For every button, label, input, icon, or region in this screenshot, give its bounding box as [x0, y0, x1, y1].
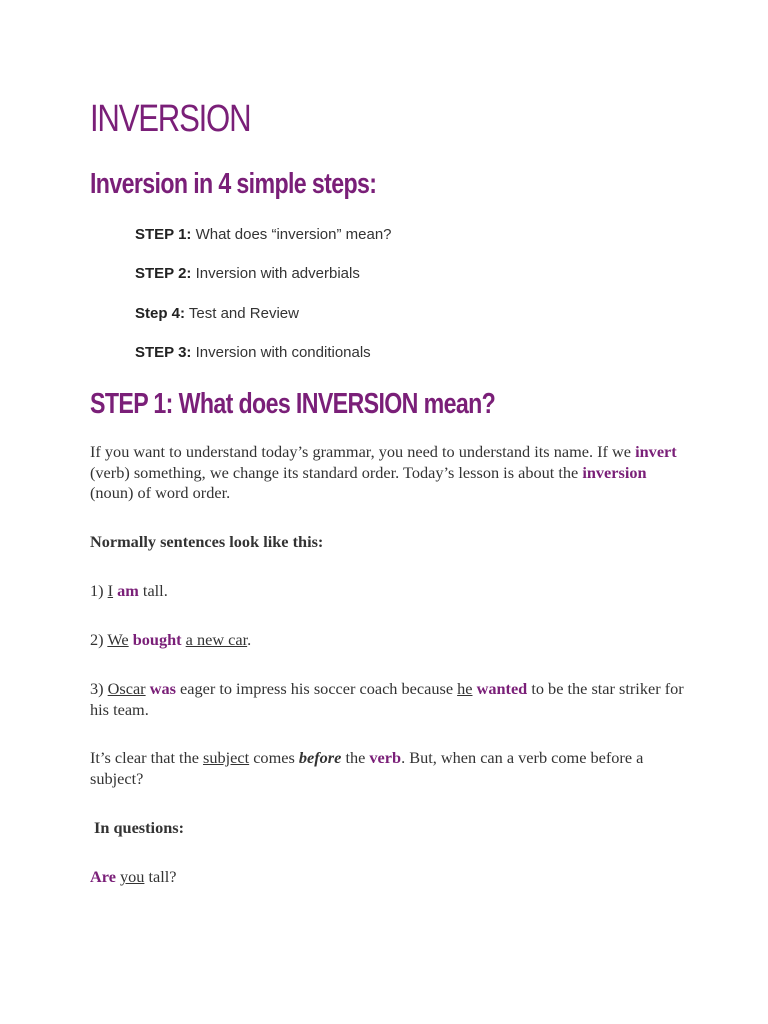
example-number: 2)	[90, 630, 108, 649]
subject-word: Oscar	[107, 679, 146, 698]
questions-heading: In questions:	[94, 818, 185, 837]
step-text: What does “inversion” mean?	[191, 226, 392, 243]
list-item	[135, 344, 392, 383]
text-run: comes	[249, 748, 299, 767]
text-run: tall?	[144, 867, 177, 886]
example-1	[90, 581, 690, 602]
text-run: to be the star striker for his team.	[90, 679, 684, 719]
highlight-invert: invert	[635, 442, 677, 461]
example-2	[90, 630, 690, 651]
subject-word: I	[107, 581, 114, 600]
example-3	[90, 679, 690, 720]
normally-label: Normally sentences look like this:	[90, 532, 324, 551]
text-run: tall.	[138, 581, 168, 600]
example-number: 3)	[90, 679, 108, 698]
clear-paragraph	[90, 748, 690, 789]
verb-word: Are	[90, 867, 116, 886]
emphasis-before: before	[298, 748, 342, 767]
subject-word: We	[107, 630, 129, 649]
step-label: Step 4:	[135, 304, 186, 322]
intro-paragraph	[90, 442, 690, 504]
step-label: STEP 1:	[135, 226, 192, 243]
list-item	[135, 305, 392, 344]
verb-word: wanted	[476, 679, 528, 698]
subject-word: he	[457, 679, 473, 698]
verb-word: bought	[132, 630, 182, 649]
step-label: STEP 3:	[135, 343, 192, 361]
highlight-inversion: inversion	[582, 462, 647, 482]
text-run: If you want to understand today’s grammar, you need to understand its name. If we	[90, 442, 636, 461]
step-text: Test and Review	[185, 304, 299, 322]
verb-word: verb	[369, 748, 402, 767]
question-example	[90, 867, 690, 888]
text-run: (verb) something, we change its standard order. Today’s lesson is about the	[90, 462, 583, 482]
subject-word: subject	[203, 748, 250, 767]
step-text: Inversion with adverbials	[191, 265, 360, 283]
text-run: eager to impress his soccer coach because	[175, 679, 458, 698]
list-item	[135, 226, 392, 265]
example-number: 1)	[90, 581, 108, 600]
text-run: (noun) of word order.	[90, 483, 231, 502]
list-item	[135, 265, 392, 304]
verb-word: was	[149, 679, 176, 698]
text-run: . But, when can a verb come before a subject?	[90, 748, 644, 788]
verb-word: am	[117, 581, 139, 600]
step-label: STEP 2:	[135, 265, 192, 283]
section-heading: STEP 1: What does INVERSION mean?	[90, 388, 496, 420]
subject-word: you	[120, 867, 145, 886]
text-run: the	[341, 748, 370, 767]
step-text: Inversion with conditionals	[191, 343, 371, 361]
text-run: .	[247, 630, 252, 649]
text-run: It’s clear that the	[90, 748, 204, 767]
object-phrase: a new car	[185, 630, 248, 649]
page-title: INVERSION	[90, 98, 251, 140]
steps-heading: Inversion in 4 simple steps:	[90, 168, 377, 200]
steps-list	[135, 226, 392, 383]
